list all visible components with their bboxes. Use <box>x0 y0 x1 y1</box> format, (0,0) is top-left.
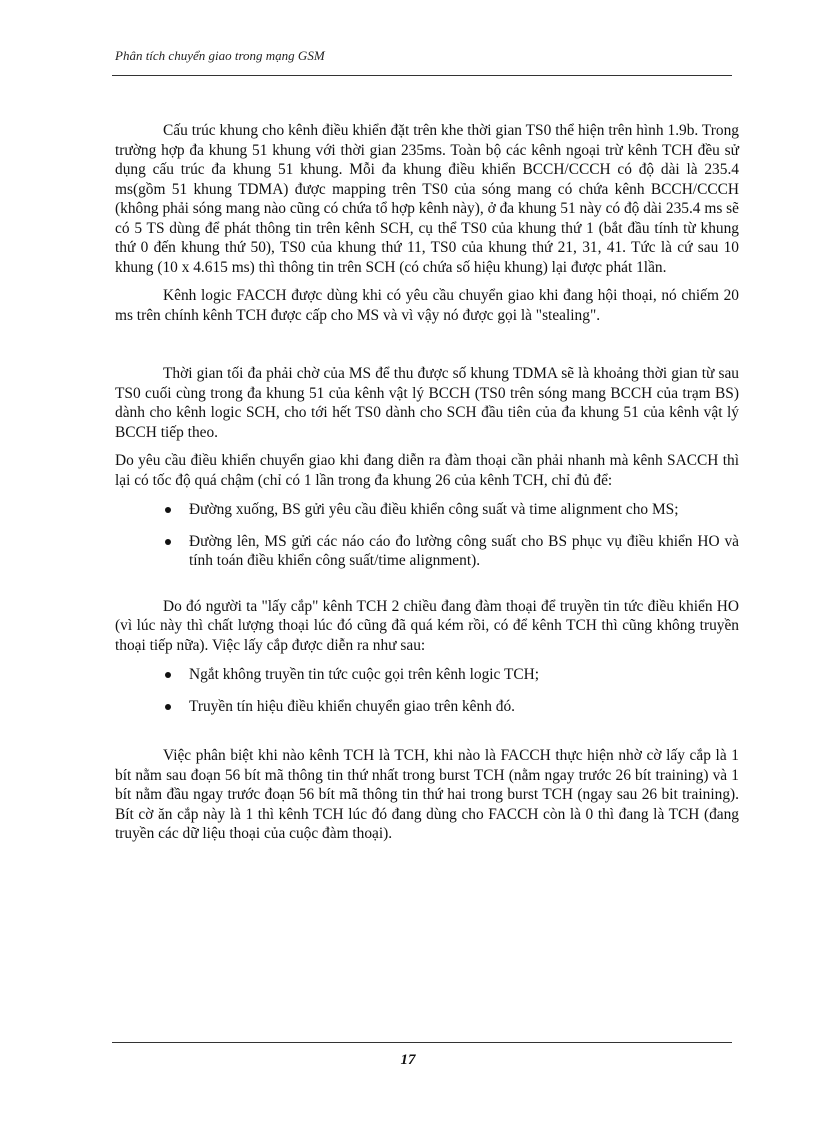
list-item <box>115 500 739 520</box>
bullet-list-stealing <box>115 665 739 716</box>
footer-rule <box>112 1042 732 1043</box>
paragraph-sacch-speed: Do yêu cầu điều khiển chuyển giao khi đang diễn ra đàm thoại cần phải nhanh mà kênh SACCH thì lại có tốc độ quá chậm (chỉ có 1 lần trong đa khung 26 của kênh TCH, chỉ đủ để: <box>115 452 739 489</box>
page-body <box>115 121 739 844</box>
paragraph-stealing: Do đó người ta "lấy cắp" kênh TCH 2 chiều đang đàm thoại để truyền tin tức điều khiển HO (vì lúc này thì chất lượng thoại lúc đó cũng đã quá kém rồi, có để kênh TCH thì cũng không truyền thoại tiếp nữa). Việc lấy cắp được diễn ra như sau: <box>115 597 739 654</box>
bullet-dot-icon <box>165 539 171 545</box>
list-item-text: Truyền tín hiệu điều khiển chuyển giao trên kênh đó. <box>189 697 515 715</box>
bullet-list-sacch <box>115 500 739 571</box>
bullet-dot-icon <box>165 672 171 678</box>
page-number: 17 <box>400 1052 416 1068</box>
paragraph-frame-structure: Cấu trúc khung cho kênh điều khiển đặt trên khe thời gian TS0 thể hiện trên hình 1.9b. Trong trường hợp đa khung 51 khung với thời gian 235ms. Toàn bộ các kênh ngoại trừ kênh TCH đều sử dụng cấu trúc đa khung 51 khung. Mỗi đa khung điều khiển BCCH/CCCH có độ dài là 235.4 ms(gồm 51 khung TDMA) được mapping trên TS0 của sóng mang có chứa kênh BCCH/CCCH (không phải sóng mang nào cũng có chứa tổ hợp kênh này), ở đa khung 51 này có độ dài 235.4 ms sẽ có 5 TS dùng để phát thông tin trên kênh SCH, cụ thể TS0 của khung thứ 1 (bắt đầu tính từ khung thứ 0 đến khung thứ 50), TS0 của khung thứ 11, TS0 của khung thứ 21, 31, 41. Tức là cứ sau 10 khung (10 x 4.615 ms) thì thông tin trên SCH (có chứa số hiệu khung) lại được phát 1lần. <box>115 122 739 276</box>
bullet-dot-icon <box>165 507 171 513</box>
paragraph-max-wait-time: Thời gian tối đa phải chờ của MS để thu được số khung TDMA sẽ là khoảng thời gian từ sau TS0 cuối cùng trong đa khung 51 của kênh vật lý BCCH (TS0 trên sóng mang BCCH của trạm BS) dành cho kênh logic SCH, cho tới hết TS0 dành cho SCH đầu tiên của đa khung 51 của kênh vật lý BCCH tiếp theo. <box>115 365 739 441</box>
paragraph-facch: Kênh logic FACCH được dùng khi có yêu cầu chuyển giao khi đang hội thoại, nó chiếm 20 ms trên chính kênh TCH được cấp cho MS và vì vậy nó được gọi là "stealing". <box>115 287 739 324</box>
list-item-text: Ngắt không truyền tin tức cuộc gọi trên kênh logic TCH; <box>189 666 540 683</box>
paragraph-stealing-flag: Việc phân biệt khi nào kênh TCH là TCH, khi nào là FACCH thực hiện nhờ cờ lấy cắp là 1 bít nằm sau đoạn 56 bít mã thông tin thứ nhất trong burst TCH (nằm ngay trước 26 bít training) và 1 bít nằm đầu ngay trước đoạn 56 bít mã thông tin thứ hai trong burst TCH (ngay sau 26 bit training). Bít cờ ăn cắp này là 1 thì kênh TCH lúc đó đang dùng cho FACCH còn là 0 thì đang là TCH (đang truyền các dữ liệu thoại của cuộc đàm thoại). <box>115 747 739 842</box>
list-item-text: Đường xuống, BS gửi yêu cầu điều khiển công suất và time alignment cho MS; <box>189 501 679 518</box>
list-item <box>115 532 739 571</box>
running-header: Phân tích chuyển giao trong mạng GSM <box>115 48 325 63</box>
list-item <box>115 665 739 685</box>
list-item-text: Đường lên, MS gửi các náo cáo đo lường công suất cho BS phục vụ điều khiển HO và tính toán điều khiển công suất/time alignment). <box>189 532 739 569</box>
list-item <box>115 697 739 717</box>
header-rule <box>112 75 732 76</box>
bullet-dot-icon <box>165 704 171 710</box>
